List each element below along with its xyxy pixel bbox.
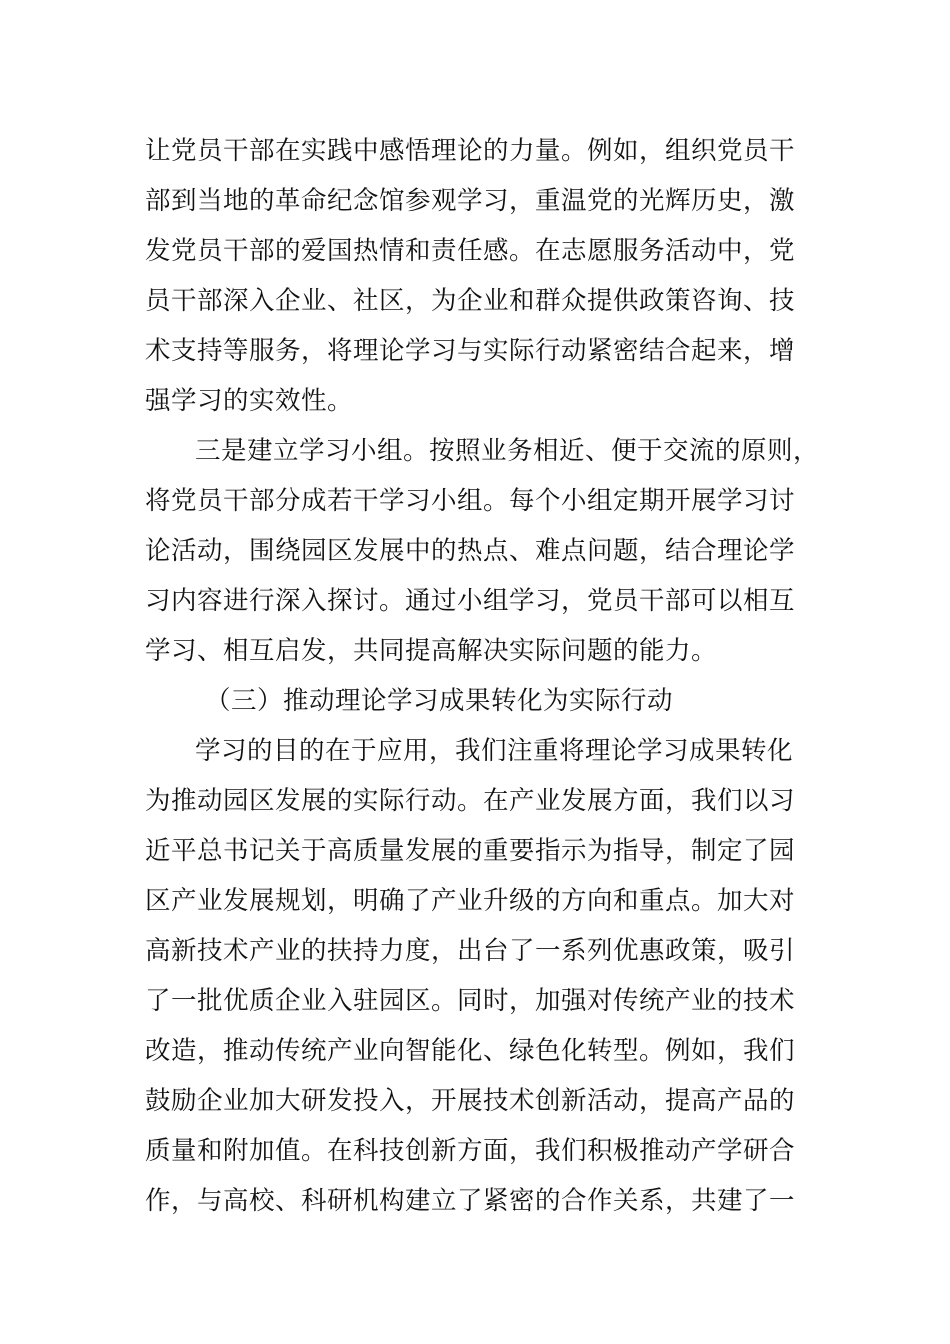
body-text-line: 学习、相互启发，共同提高解决实际问题的能力。 bbox=[145, 636, 718, 666]
body-text-line: 作，与高校、科研机构建立了紧密的合作关系，共建了一 bbox=[145, 1186, 796, 1216]
body-text-line: 区产业发展规划，明确了产业升级的方向和重点。加大对 bbox=[145, 886, 796, 916]
paragraph-first-line: 学习的目的在于应用，我们注重将理论学习成果转化 bbox=[195, 736, 794, 766]
body-text-line: 强学习的实效性。 bbox=[145, 386, 354, 416]
body-text-line: 部到当地的革命纪念馆参观学习，重温党的光辉历史，激 bbox=[145, 186, 796, 216]
body-text-line: 为推动园区发展的实际行动。在产业发展方面，我们以习 bbox=[145, 786, 796, 816]
paragraph-first-line: 三是建立学习小组。按照业务相近、便于交流的原则， bbox=[195, 436, 820, 466]
body-text-line: 近平总书记关于高质量发展的重要指示为指导，制定了园 bbox=[145, 836, 796, 866]
body-text-line: 术支持等服务，将理论学习与实际行动紧密结合起来，增 bbox=[145, 336, 796, 366]
body-text-line: 质量和附加值。在科技创新方面，我们积极推动产学研合 bbox=[145, 1136, 796, 1166]
body-text-line: 改造，推动传统产业向智能化、绿色化转型。例如，我们 bbox=[145, 1036, 796, 1066]
body-text-line: 员干部深入企业、社区，为企业和群众提供政策咨询、技 bbox=[145, 286, 796, 316]
body-text-line: 将党员干部分成若干学习小组。每个小组定期开展学习讨 bbox=[145, 486, 796, 516]
body-text-line: 习内容进行深入探讨。通过小组学习，党员干部可以相互 bbox=[145, 586, 796, 616]
section-heading: （三）推动理论学习成果转化为实际行动 bbox=[205, 686, 674, 716]
body-text-line: 高新技术产业的扶持力度，出台了一系列优惠政策，吸引 bbox=[145, 936, 796, 966]
body-text-line: 让党员干部在实践中感悟理论的力量。例如，组织党员干 bbox=[145, 136, 796, 166]
body-text-line: 鼓励企业加大研发投入，开展技术创新活动，提高产品的 bbox=[145, 1086, 796, 1116]
body-text-line: 论活动，围绕园区发展中的热点、难点问题，结合理论学 bbox=[145, 536, 796, 566]
body-text-line: 发党员干部的爱国热情和责任感。在志愿服务活动中，党 bbox=[145, 236, 796, 266]
body-text-line: 了一批优质企业入驻园区。同时，加强对传统产业的技术 bbox=[145, 986, 796, 1016]
